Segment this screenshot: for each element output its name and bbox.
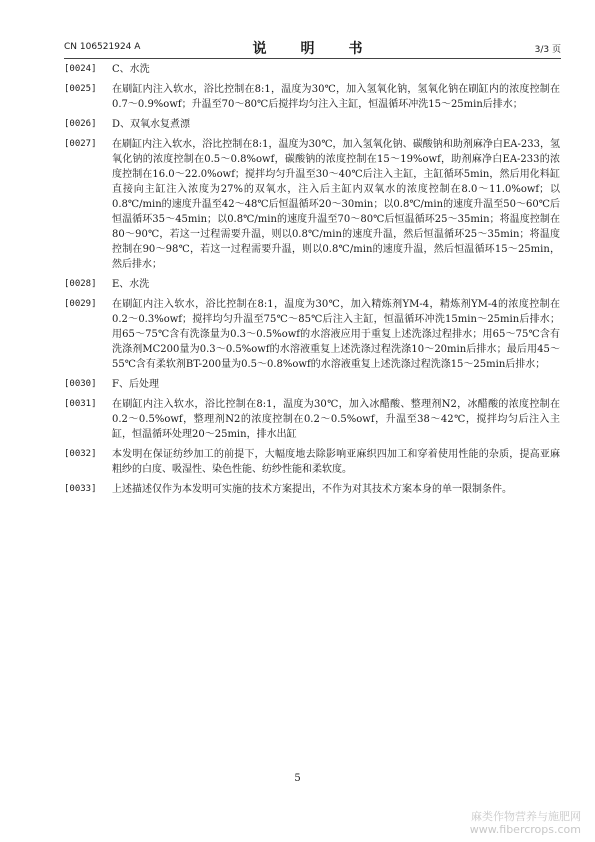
paragraph [64, 482, 560, 497]
publication-number: CN 106521924 A [64, 42, 141, 52]
paragraph-number: [0027] [64, 139, 97, 149]
paragraph-number: [0032] [64, 449, 97, 459]
paragraph-text: 在刷缸内注入软水，浴比控制在8:1，温度为30℃，加入氢氧化钠，氢氧化钠在刷缸内的浓度控制在0.7～0.9%owf；升温至70～80℃后搅拌均匀注入主缸，恒温循环冲洗15～25min后排水； [112, 84, 560, 110]
paragraph-number: [0033] [64, 484, 97, 494]
paragraph-text: D、双氧水复煮漂 [112, 119, 191, 130]
paragraph-text: C、水洗 [112, 64, 150, 75]
paragraph [64, 82, 560, 112]
page-header [64, 38, 561, 58]
paragraph [64, 377, 560, 392]
paragraph-number: [0025] [64, 84, 97, 94]
paragraph [64, 297, 560, 372]
paragraph-text: 上述描述仅作为本发明可实施的技术方案提出，不作为对其技术方案本身的单一限制条件。 [112, 484, 512, 495]
paragraph-number: [0026] [64, 119, 97, 129]
paragraph-number: [0024] [64, 64, 97, 74]
paragraph-text: 本发明在保证纺纱加工的前提下，大幅度地去除影响亚麻织四加工和穿着使用性能的杂质，提高亚麻粗纱的白度、吸湿性、染色性能、纺纱性能和柔软度。 [112, 449, 560, 475]
paragraph-text: 在刷缸内注入软水，浴比控制在8:1，温度为30℃，加入冰醋酸、整理剂N2，冰醋酸的浓度控制在0.2～0.5%owf，整理剂N2的浓度控制在0.2～0.5%owf，升温至38～42℃，搅拌均匀后注入主缸，恒温循环处理20～25min，排水出缸 [112, 399, 560, 440]
page-info: 3/3 页 [534, 45, 561, 55]
header-divider [64, 58, 561, 59]
paragraph [64, 117, 560, 132]
document-body [64, 62, 560, 502]
paragraph-text: E、水洗 [112, 279, 150, 290]
watermark-title: 麻类作物营养与施肥网 [471, 810, 581, 823]
paragraph-number: [0029] [64, 299, 97, 309]
paragraph-number: [0030] [64, 379, 97, 389]
paragraph [64, 397, 560, 442]
paragraph [64, 277, 560, 292]
paragraph-text: F、后处理 [112, 379, 159, 390]
paragraph [64, 447, 560, 477]
page-number: 5 [294, 773, 301, 784]
watermark [470, 810, 581, 836]
watermark-url: www.fibercrops.com [469, 823, 581, 836]
paragraph-number: [0028] [64, 279, 97, 289]
document-title: 说 明 书 [252, 41, 373, 57]
paragraph [64, 62, 560, 77]
paragraph [64, 137, 560, 272]
paragraph-text: 在刷缸内注入软水，浴比控制在8:1，温度为30℃，加入精炼剂YM-4，精炼剂YM-4的浓度控制在0.2～0.3%owf；搅拌均匀升温至75℃～85℃后注入主缸，恒温循环冲洗15min～25min后排水；用65～75℃含有洗涤量为0.3～0.5%owf的水溶液应用于重复上述洗涤过程排水；用65～75℃含有洗涤剂MC200量为0.3～0.5%owf的水溶液重复上述洗涤过程洗涤10～20min后排水；最后用45～55℃含有柔软剂BT-200量为0.5～0.8%owf的水溶液重复上述洗涤过程洗涤15～25min后排水； [112, 299, 560, 370]
paragraph-number: [0031] [64, 399, 97, 409]
paragraph-text: 在刷缸内注入软水，浴比控制在8:1，温度为30℃，加入氢氧化钠、碳酸钠和助剂麻净白EA-233，氢氧化钠的浓度控制在0.5～0.8%owf，碳酸钠的浓度控制在15～19%owf，助剂麻净白EA-233的浓度控制在16.0～22.0%owf；搅拌均匀升温至30～40℃后注入主缸，主缸循环5min，然后用化料缸直接向主缸注入浓度为27%的双氧水，注入后主缸内双氧水的浓度控制在8.0～11.0%owf；以0.8℃/min的速度升温至42～48℃后恒温循环20～30min；以0.8℃/min的速度升温至50～60℃后恒温循环35～45min；以0.8℃/min的速度升温至70～80℃后恒温循环25～35min；将温度控制在80～90℃，若这一过程需要升温，则以0.8℃/min的速度升温，然后恒温循环25～35min；将温度控制在90～98℃，若这一过程需要升温，则以0.8℃/min的速度升温，然后恒温循环15～25min，然后排水； [112, 139, 560, 270]
